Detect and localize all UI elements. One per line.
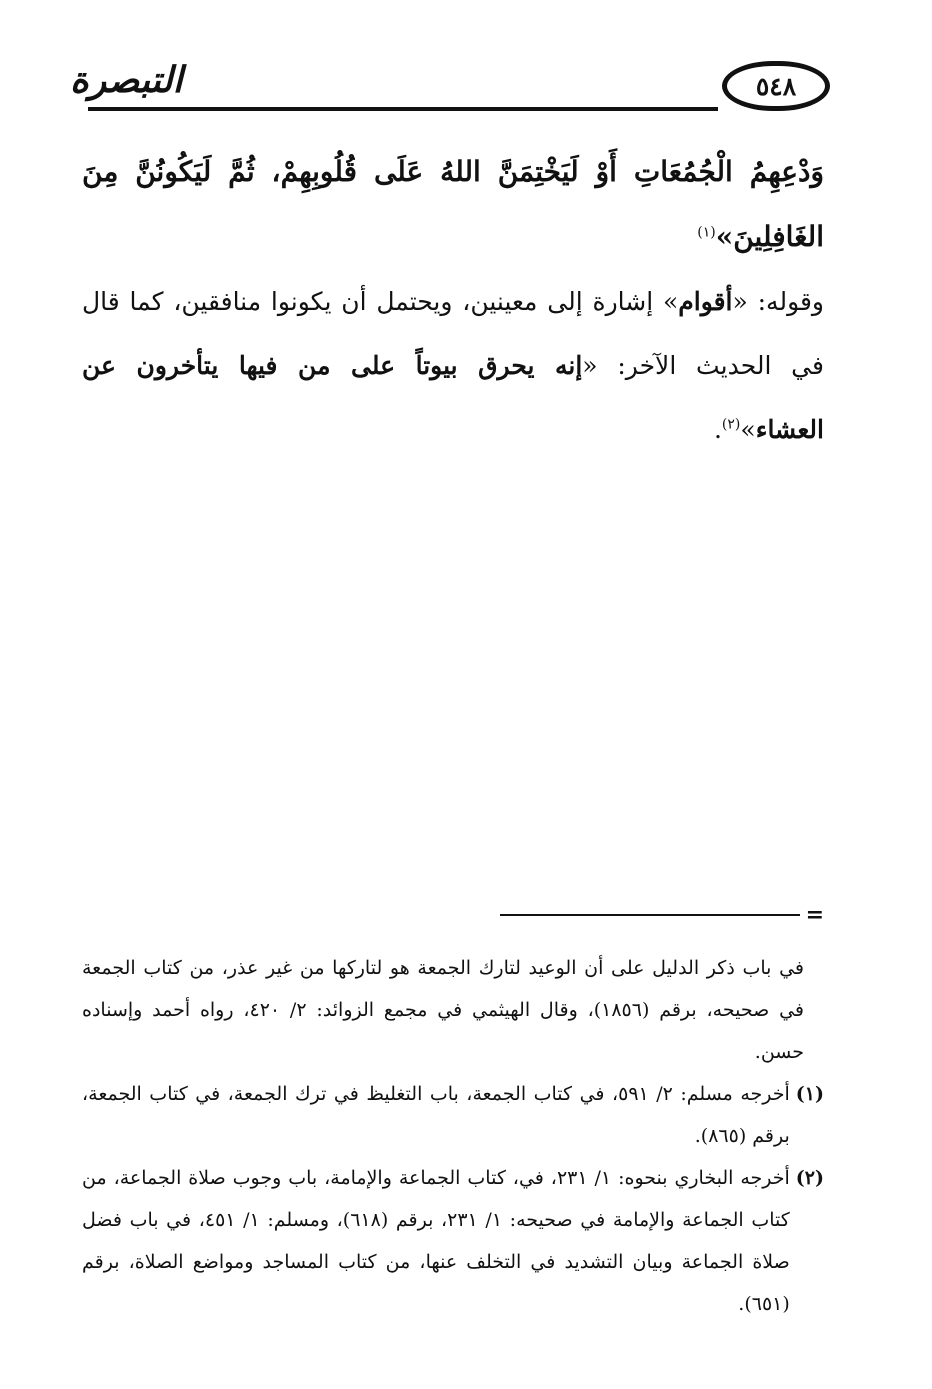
footnote-1: [82, 1073, 824, 1157]
footnote-2: [82, 1157, 824, 1325]
paragraph-text-mid: » إشارة إلى معينين، ويحتمل أن يكونوا منافقين، كما قال في الحديث الآخر: «: [82, 287, 824, 380]
continuation-mark: =: [805, 902, 824, 928]
quran-verse: وَدْعِهِمُ الْجُمُعَاتِ أَوْ لَيَخْتِمَنَّ اللهُ عَلَى قُلُوبِهِمْ، ثُمَّ لَيَكُونُنَّ مِنَ الغَافِلِينَ»: [82, 155, 824, 253]
book-title: التبصرة: [70, 59, 183, 101]
footnote-area: [82, 902, 824, 1325]
footnote-rule: [500, 914, 800, 916]
main-text: [82, 140, 824, 462]
footnote-separator: [82, 902, 824, 928]
footnote-ref-2[interactable]: (٢): [721, 416, 741, 433]
paragraph-quote-close: »: [740, 415, 756, 444]
footnote-text: أخرجه مسلم: ٢/ ٥٩١، في كتاب الجمعة، باب التغليظ في ترك الجمعة، في كتاب الجمعة، برقم (٨٦٥).: [82, 1083, 790, 1147]
hadith-quote: إنه يحرق بيوتاً على من فيها يتأخرون عن العشاء: [82, 351, 824, 444]
paragraph-text-intro: وقوله: «: [732, 287, 825, 316]
footnote-number: (١): [795, 1083, 824, 1105]
quran-line: [82, 140, 824, 270]
footnote-number: (٢): [795, 1167, 824, 1189]
page-number: ٥٤٨: [755, 71, 797, 101]
footnote-continued: في باب ذكر الدليل على أن الوعيد لتارك الجمعة هو لتاركها من غير عذر، من كتاب الجمعة في صحيحه، برقم (١٨٥٦)، وقال الهيثمي في مجمع الزوائد: ٢/ ٤٢٠، رواه أحمد وإسناده حسن.: [82, 957, 804, 1063]
paragraph-end: .: [713, 415, 722, 444]
footnote-ref-1[interactable]: (١): [697, 224, 716, 241]
footnote-text: أخرجه البخاري بنحوه: ١/ ٢٣١، في، كتاب الجماعة والإمامة، باب وجوب صلاة الجماعة، من كتاب الجماعة والإمامة في صحيحه: ١/ ٢٣١، برقم (٦١٨)، ومسلم: ١/ ٤٥١، في باب فضل صلاة الجماعة وبيان التشديد في التخلف عنها، من كتاب المساجد ومواضع الصلاة، برقم (٦٥١).: [82, 1167, 790, 1315]
page-number-badge: [722, 61, 830, 111]
page-header: [70, 55, 830, 115]
paragraph-bold-aqwam: أقوام: [678, 287, 733, 316]
header-rule: [88, 107, 718, 111]
commentary-paragraph: [82, 270, 824, 462]
